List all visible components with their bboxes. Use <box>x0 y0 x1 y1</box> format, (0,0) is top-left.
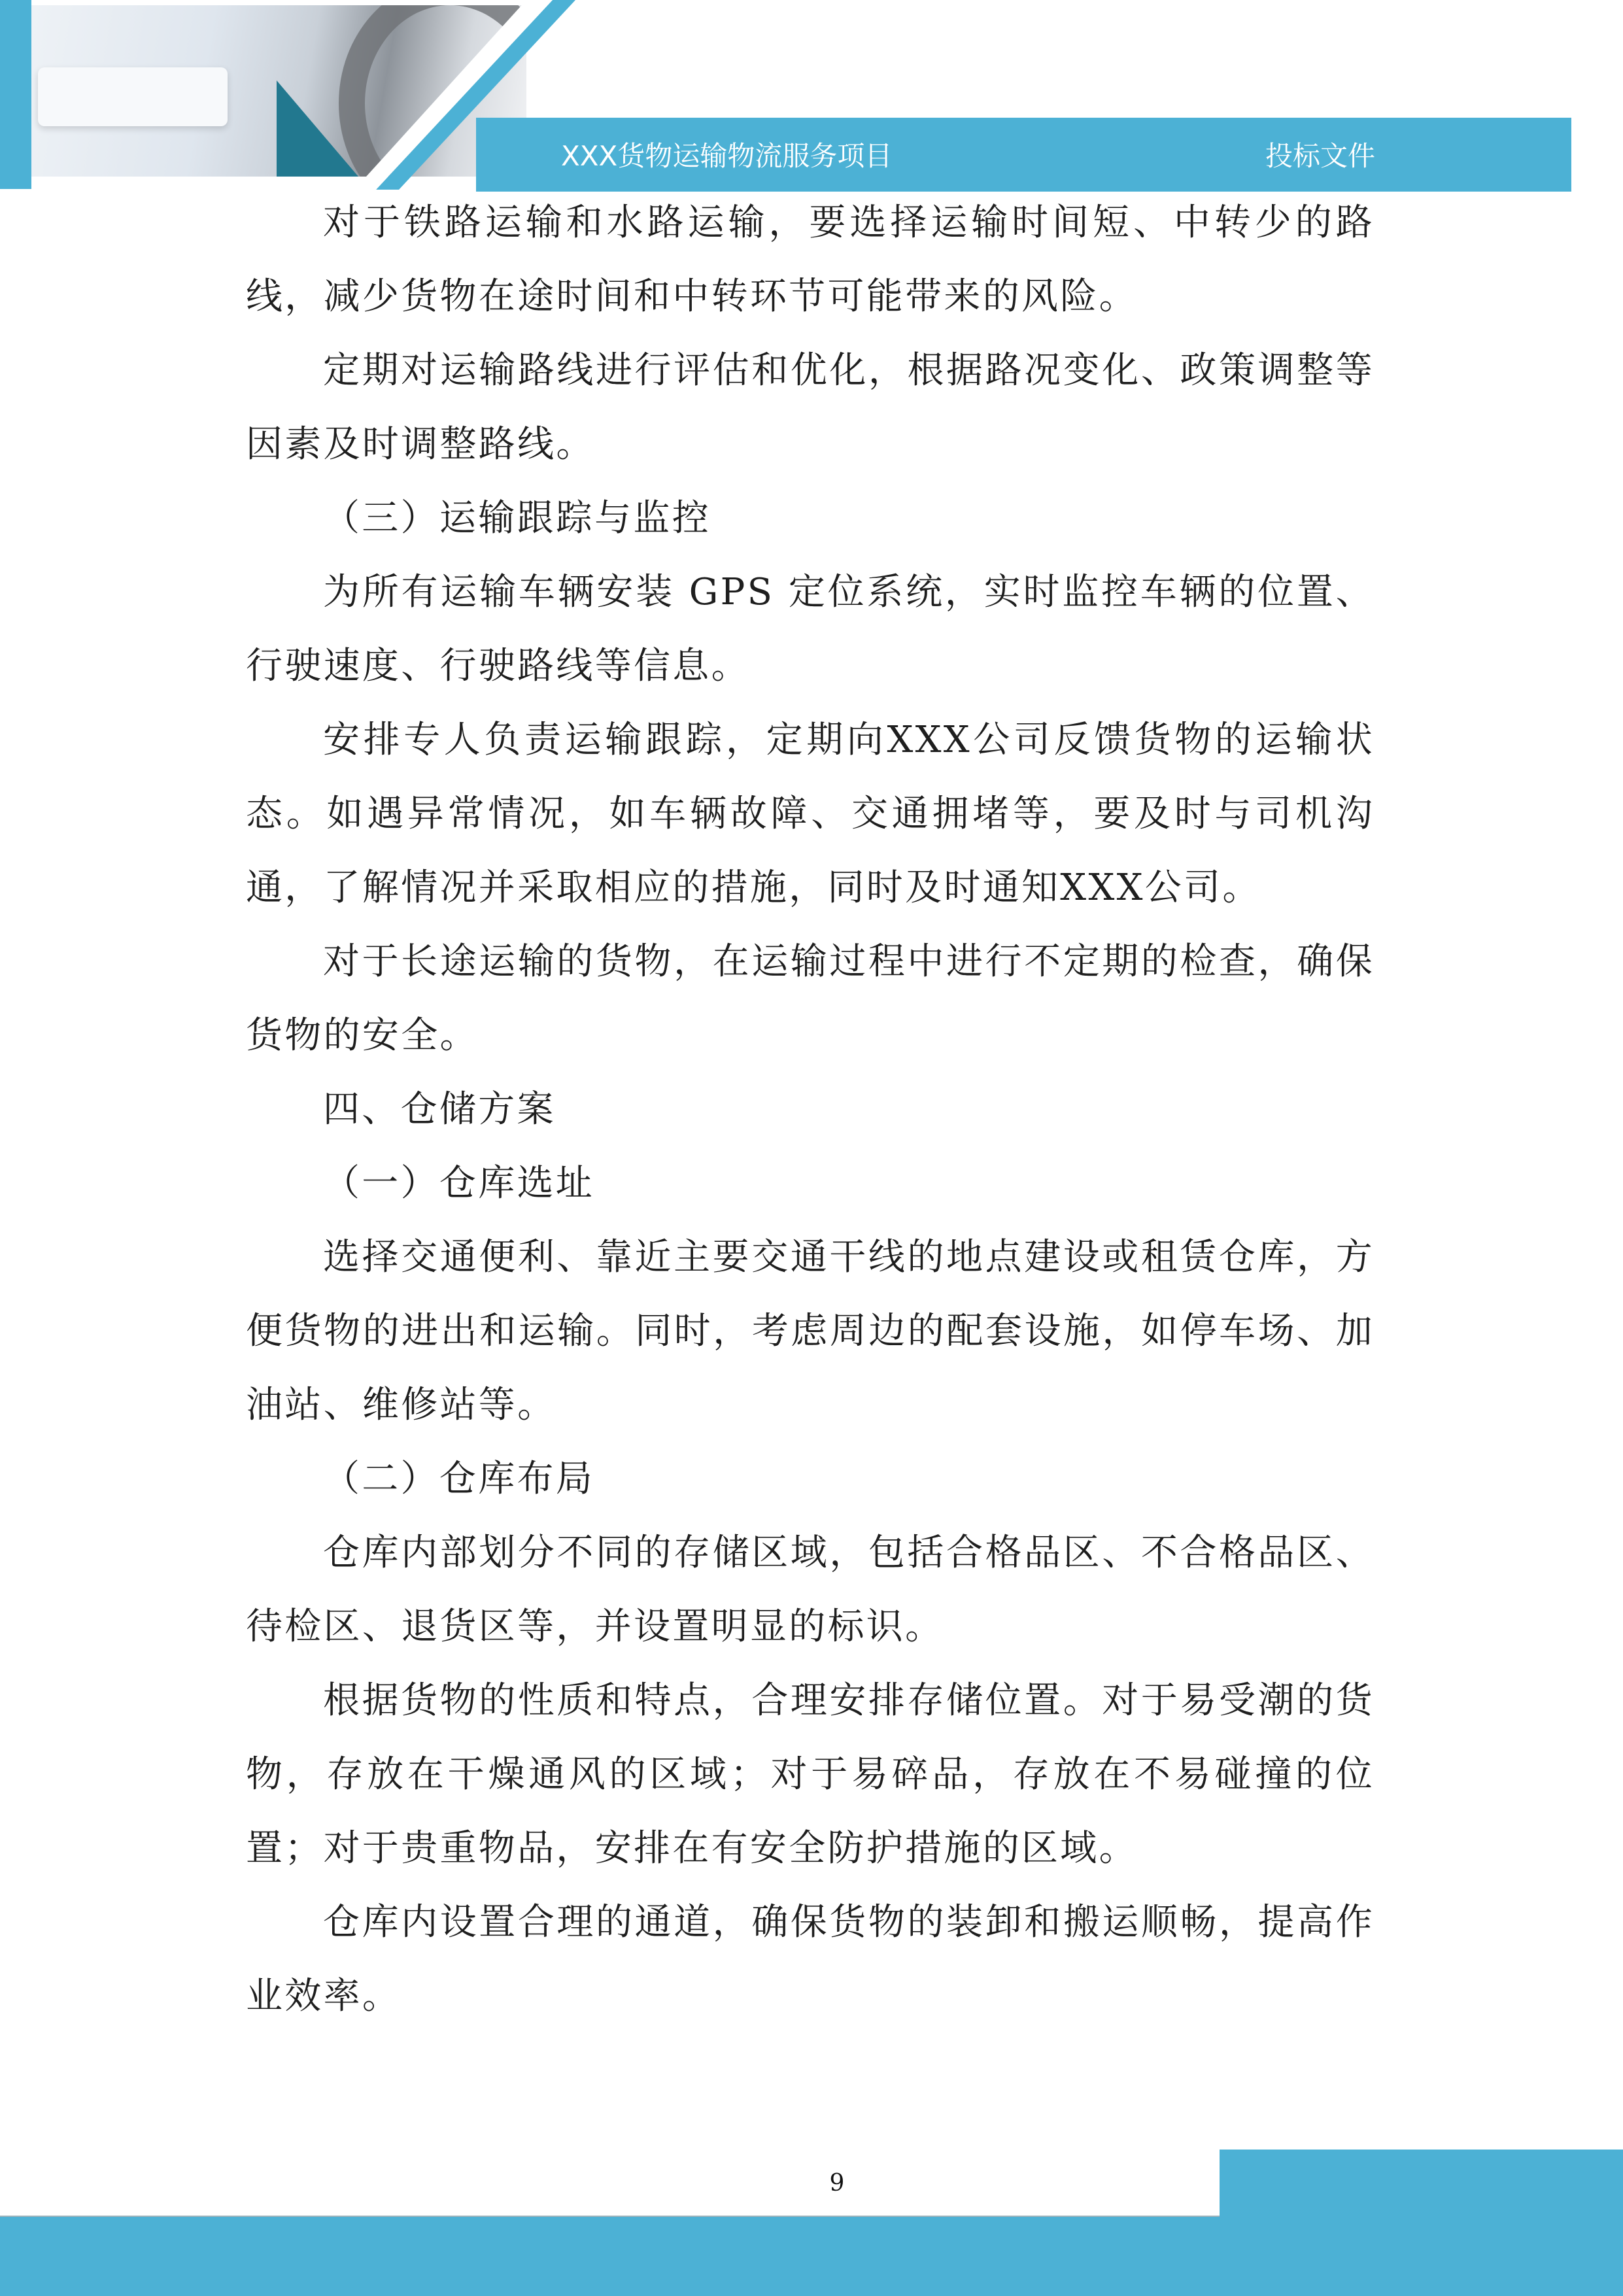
footer-block <box>1220 2150 1623 2295</box>
body-text <box>246 186 1375 2033</box>
paragraph: 根据货物的性质和特点，合理安排存储位置。对于易受潮的货物，存放在干燥通风的区域；对于易碎品，存放在不易碰撞的位置；对于贵重物品，安排在有安全防护措施的区域。 <box>246 1679 1375 1870</box>
section-heading: （三）运输跟踪与监控 <box>323 497 711 540</box>
paragraph: 安排专人负责运输跟踪，定期向XXX公司反馈货物的运输状态。如遇异常情况，如车辆故障、交通拥堵等，要及时与司机沟通，了解情况并采取相应的措施，同时及时通知XXX公司。 <box>246 719 1375 909</box>
paragraph: 对于长途运输的货物，在运输过程中进行不定期的检查，确保货物的安全。 <box>246 940 1375 1057</box>
paragraph: 仓库内部划分不同的存储区域，包括合格品区、不合格品区、待检区、退货区等，并设置明显的标识。 <box>246 1532 1375 1648</box>
paragraph: 选择交通便利、靠近主要交通干线的地点建设或租赁仓库，方便货物的进出和运输。同时，考虑周边的配套设施，如停车场、加油站、维修站等。 <box>246 1236 1375 1426</box>
header-bar <box>476 118 1571 192</box>
document-type: 投标文件 <box>1265 140 1376 172</box>
section-heading: （二）仓库布局 <box>323 1458 595 1500</box>
project-title: XXX货物运输物流服务项目 <box>561 140 893 172</box>
paragraph: 仓库内设置合理的通道，确保货物的装卸和搬运顺畅，提高作业效率。 <box>246 1901 1375 2017</box>
paragraph: 对于铁路运输和水路运输，要选择运输时间短、中转少的路线，减少货物在途时间和中转环节可能带来的风险。 <box>246 201 1375 318</box>
section-heading: （一）仓库选址 <box>323 1162 595 1205</box>
page-number: 9 <box>829 2170 845 2197</box>
paragraph: 为所有运输车辆安装 GPS 定位系统，实时监控车辆的位置、行驶速度、行驶路线等信息。 <box>246 571 1375 687</box>
paragraph: 定期对运输路线进行评估和优化，根据路况变化、政策调整等因素及时调整路线。 <box>246 349 1375 466</box>
section-heading: 四、仓储方案 <box>323 1088 556 1131</box>
